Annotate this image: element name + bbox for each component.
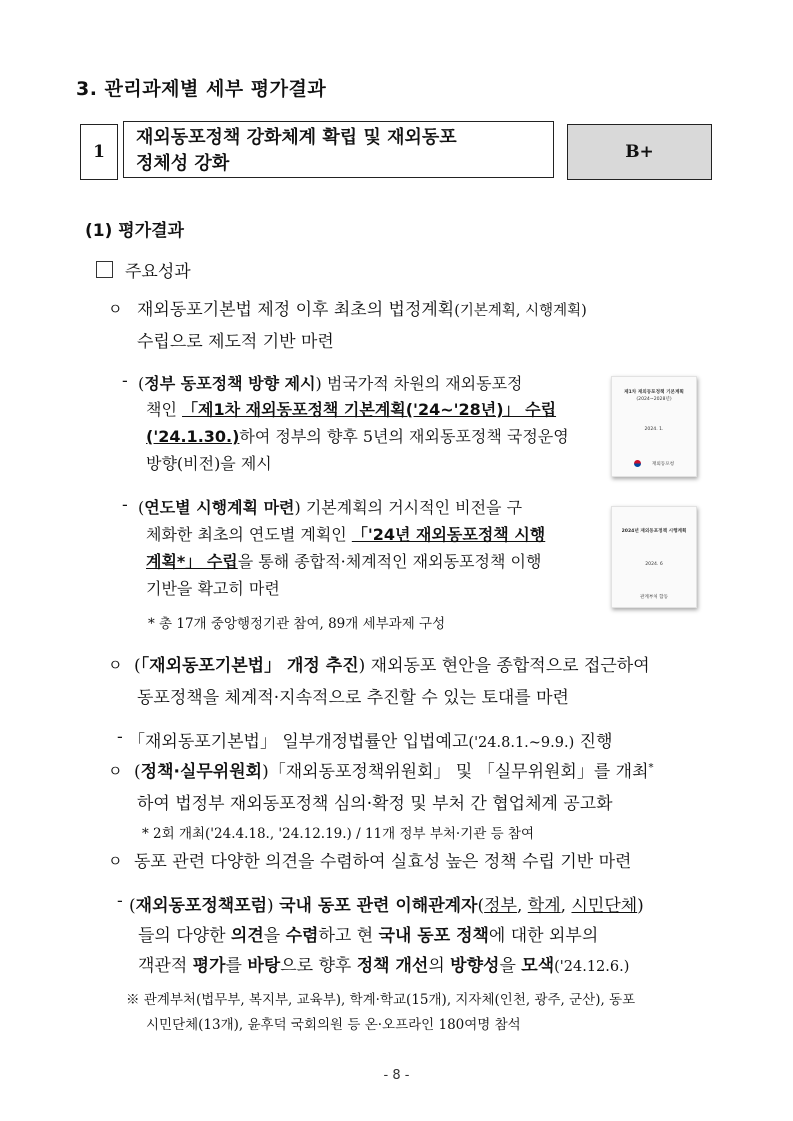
- d2-line1: (연도별 시행계획 마련) 기본계획의 거시적인 비전을 구: [138, 498, 523, 517]
- task-title-line2: 정체성 강화: [136, 151, 229, 178]
- thumb2-title: 2024년 재외동포정책 시행계획: [621, 529, 687, 534]
- implementation-plan-cover-thumbnail: [611, 506, 697, 608]
- dash-marker: -: [122, 495, 128, 515]
- b3-note: * 2회 개최('24.4.18., '24.12.19.) / 11개 정부 부처·기관 등 참여: [142, 826, 534, 842]
- d4-line2: 들의 다양한 의견을 수렴하고 현 국내 동포 정책에 대한 외부의: [138, 926, 599, 946]
- page-number: - 8 -: [383, 1068, 410, 1083]
- section-title: 3. 관리과제별 세부 평가결과: [76, 78, 327, 100]
- d1-line1: (정부 동포정책 방향 제시) 범국가적 차원의 재외동포정: [138, 374, 523, 393]
- b2-line2: 동포정책을 체계적·지속적으로 추진할 수 있는 토대를 마련: [137, 688, 569, 708]
- thumb1-org: 재외동포청: [651, 462, 675, 467]
- thumb2-date: 2024. 6: [645, 562, 663, 567]
- dash-marker: -: [117, 891, 123, 911]
- b4-line: 동포 관련 다양한 의견을 수렴하여 실효성 높은 정책 수립 기반 마련: [134, 852, 632, 872]
- d1-line2: 책인 「제1차 재외동포정책 기본계획('24~'28년)」 수립: [146, 400, 557, 419]
- subsection-title: (1) 평가결과: [85, 221, 184, 241]
- dash-marker: -: [117, 727, 123, 747]
- d1-line4: 방향(비전)을 제시: [146, 454, 272, 473]
- d1-line3: ('24.1.30.)하여 정부의 향후 5년의 재외동포정책 국정운영: [146, 427, 569, 446]
- category-label: 주요성과: [125, 262, 191, 282]
- thumb2-org: 관계부처 합동: [639, 595, 669, 600]
- d4-line3: 객관적 평가를 바탕으로 향후 정책 개선의 방향성을 모색('24.12.6.): [138, 956, 630, 976]
- d2-line2: 체화한 최초의 연도별 계획인 「'24년 재외동포정책 시행: [146, 525, 546, 544]
- d4-note-line1: ※ 관계부처(법무부, 복지부, 교육부), 학계·학교(15개), 지자체(인천, 광주, 군산), 동포: [126, 992, 636, 1008]
- thumb1-date: 2024. 1.: [644, 427, 664, 432]
- d2-note: * 총 17개 중앙행정기관 참여, 89개 세부과제 구성: [148, 616, 446, 632]
- b2-line1: (「재외동포기본법」 개정 추진) 재외동포 현안을 종합적으로 접근하여: [134, 656, 650, 676]
- circle-bullet-icon: ㅇ: [108, 300, 123, 318]
- d4-note-line2: 시민단체(13개), 윤후덕 국회의원 등 온·오프라인 180여명 참석: [146, 1017, 521, 1033]
- d2-line3: 계획*」 수립을 통해 종합적·체계적인 재외동포정책 이행: [146, 552, 542, 571]
- task-title-box: [123, 121, 554, 178]
- d4-line1: (재외동포정책포럼) 국내 동포 관련 이해관계자(정부, 학계, 시민단체): [129, 896, 644, 916]
- b1-line1: 재외동포기본법 제정 이후 최초의 법정계획(기본계획, 시행계획): [137, 300, 587, 320]
- thumb1-sub: (2024~2028년): [636, 397, 672, 402]
- b1-line2: 수립으로 제도적 기반 마련: [137, 332, 334, 352]
- d3-line: 「재외동포기본법」 일부개정법률안 입법예고('24.8.1.~9.9.) 진행: [128, 732, 613, 752]
- b3-line2: 하여 법정부 재외동포정책 심의·확정 및 부처 간 협업체계 공고화: [137, 794, 613, 814]
- task-grade-box: B+: [567, 124, 712, 180]
- basic-plan-cover-thumbnail: [611, 376, 697, 477]
- d2-line4: 기반을 확고히 마련: [146, 579, 280, 598]
- dash-marker: -: [122, 371, 128, 391]
- task-title-line1: 재외동포정책 강화체계 확립 및 재외동포: [136, 127, 457, 148]
- square-bullet-icon: [96, 261, 113, 278]
- circle-bullet-icon: ㅇ: [108, 656, 123, 674]
- circle-bullet-icon: ㅇ: [108, 762, 123, 780]
- b3-line1: (정책·실무위원회)「재외동포정책위원회」 및 「실무위원회」를 개최*: [134, 762, 654, 782]
- thumb1-title: 제1차 재외동포정책 기본계획: [624, 390, 684, 395]
- task-number-box: 1: [80, 124, 118, 180]
- circle-bullet-icon: ㅇ: [108, 852, 123, 870]
